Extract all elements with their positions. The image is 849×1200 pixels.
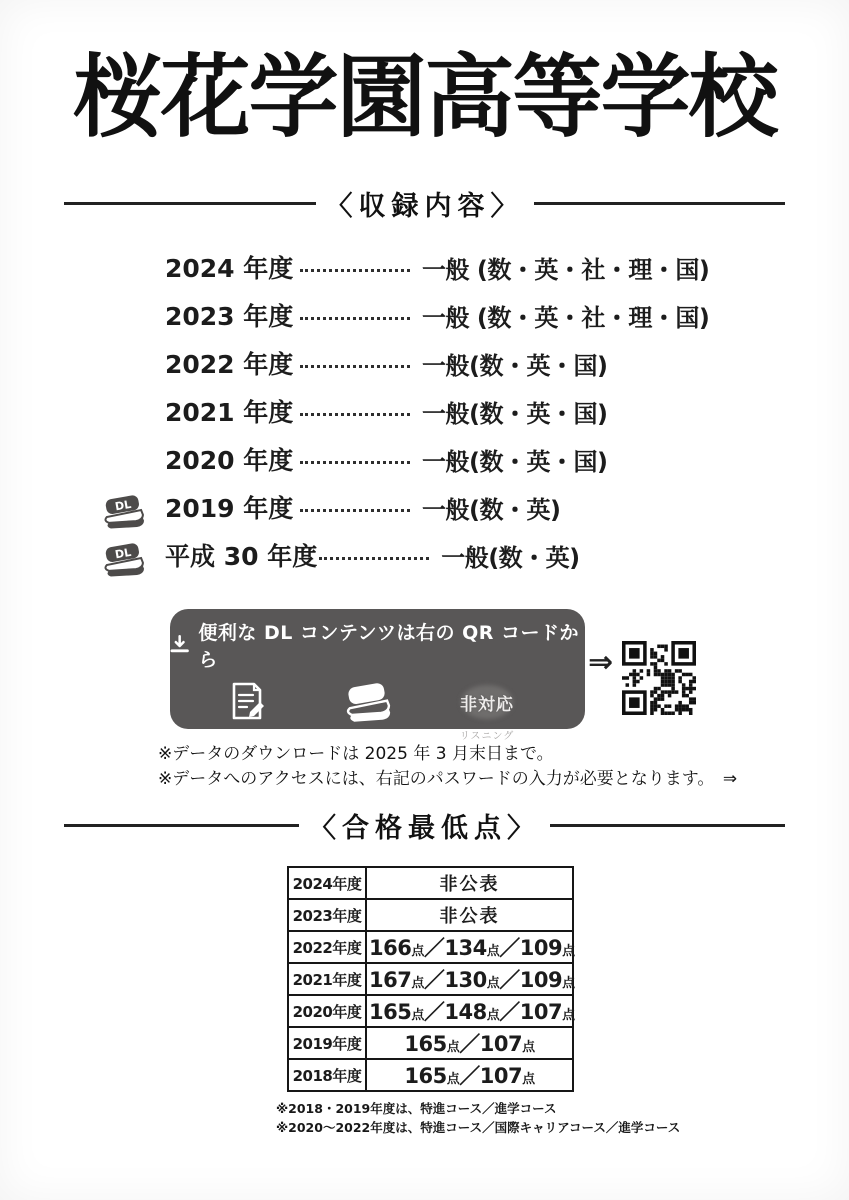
score-cell: 166点／134点／109点 [366, 931, 573, 963]
dl-books-icon [100, 491, 148, 531]
dotted-leader [300, 317, 410, 320]
year-cell: 2018年度 [288, 1059, 366, 1091]
year-cell: 2020年度 [288, 995, 366, 1027]
page-title: 桜花学園高等学校 [72, 45, 777, 150]
dl-icon-slot [100, 291, 165, 339]
subjects-label: 一般(数・英・国) [422, 351, 608, 380]
score-cell: 非公表 [366, 899, 573, 931]
year-cell: 2024年度 [288, 867, 366, 899]
content-row [100, 339, 760, 387]
dl-icon-slot [100, 339, 165, 387]
year-label: 2020 年度 [165, 446, 294, 475]
divider-line [550, 824, 785, 827]
scores-section-header [64, 808, 785, 842]
not-supported-stamp: 非対応 [460, 694, 514, 715]
year-cell: 2022年度 [288, 931, 366, 963]
content-row [100, 243, 760, 291]
table-row [288, 867, 573, 899]
contents-section-header [64, 186, 785, 220]
score-cell: 165点／148点／107点 [366, 995, 573, 1027]
content-row [100, 483, 760, 531]
dotted-leader [300, 269, 410, 272]
year-label: 2024 年度 [165, 254, 294, 283]
dl-icon-slot [100, 435, 165, 483]
listening-icon [451, 680, 523, 724]
content-row [100, 291, 760, 339]
dl-contents-banner [170, 609, 585, 742]
content-row [100, 435, 760, 483]
banner-header [170, 609, 585, 672]
dl-books-icon [100, 539, 148, 579]
dl-icon-slot [100, 387, 165, 435]
note-line: ※データへのアクセスには、右記のパスワードの入力が必要となります。 ⇒ [158, 768, 738, 789]
minimum-passing-score-table [287, 866, 574, 1092]
download-notes [158, 742, 737, 791]
answer-sheet-item [208, 680, 288, 742]
dotted-leader [300, 509, 410, 512]
content-row [100, 387, 760, 435]
dotted-leader [319, 557, 429, 560]
past-papers-item [328, 680, 408, 742]
footnote-line: ※2020～2022年度は、特進コース／国際キャリアコース／進学コース [276, 1120, 681, 1136]
qr-pointer-arrow: ⇒ [588, 645, 614, 680]
divider-line [64, 202, 316, 205]
subjects-label: 一般(数・英・国) [422, 399, 608, 428]
subjects-label: 一般 (数・英・社・理・国) [422, 255, 710, 284]
dotted-leader [300, 365, 410, 368]
score-cell: 167点／130点／109点 [366, 963, 573, 995]
dotted-leader [300, 413, 410, 416]
download-icon [170, 635, 189, 655]
table-row [288, 931, 573, 963]
dl-icon-slot [100, 243, 165, 291]
footnote-line: ※2018・2019年度は、特進コース／進学コース [276, 1101, 557, 1116]
qr-code [622, 641, 696, 715]
listening-label: リスニング [459, 731, 515, 742]
past-papers-icon [342, 680, 394, 724]
table-row [288, 963, 573, 995]
content-row [100, 531, 760, 579]
contents-list [100, 243, 760, 579]
table-row [288, 899, 573, 931]
banner-title: 便利な DL コンテンツは右の QR コードから [198, 622, 579, 671]
year-label: 2019 年度 [165, 494, 294, 523]
year-cell: 2019年度 [288, 1027, 366, 1059]
dotted-leader [300, 461, 410, 464]
contents-header-label: 〈収録内容〉 [325, 190, 524, 222]
year-label: 2022 年度 [165, 350, 294, 379]
year-label: 平成 30 年度 [165, 542, 318, 571]
year-cell: 2021年度 [288, 963, 366, 995]
table-footnotes [276, 1099, 680, 1138]
listening-item [447, 680, 527, 742]
table-row [288, 1027, 573, 1059]
table-row [288, 995, 573, 1027]
svg-text:DL: DL [114, 545, 133, 562]
banner-items [170, 672, 585, 742]
divider-line [64, 824, 299, 827]
year-cell: 2023年度 [288, 899, 366, 931]
dl-icon-slot [100, 531, 165, 579]
subjects-label: 一般 (数・英・社・理・国) [422, 303, 710, 332]
year-label: 2021 年度 [165, 398, 294, 427]
year-label: 2023 年度 [165, 302, 294, 331]
subjects-label: 一般(数・英) [441, 543, 580, 572]
subjects-label: 一般(数・英) [422, 495, 561, 524]
score-cell: 非公表 [366, 867, 573, 899]
dl-icon-slot [100, 483, 165, 531]
svg-text:DL: DL [114, 497, 133, 514]
subjects-label: 一般(数・英・国) [422, 447, 608, 476]
scores-header-label: 〈合格最低点〉 [309, 812, 540, 844]
answer-sheet-icon [228, 680, 268, 724]
past-papers-label: 過去問題 [345, 731, 390, 742]
table-row [288, 1059, 573, 1091]
divider-line [534, 202, 786, 205]
note-line: ※データのダウンロードは 2025 年 3 月末日まで。 [158, 744, 554, 764]
answer-sheet-label: 解答用紙 [226, 731, 270, 742]
score-cell: 165点／107点 [366, 1027, 573, 1059]
score-cell: 165点／107点 [366, 1059, 573, 1091]
